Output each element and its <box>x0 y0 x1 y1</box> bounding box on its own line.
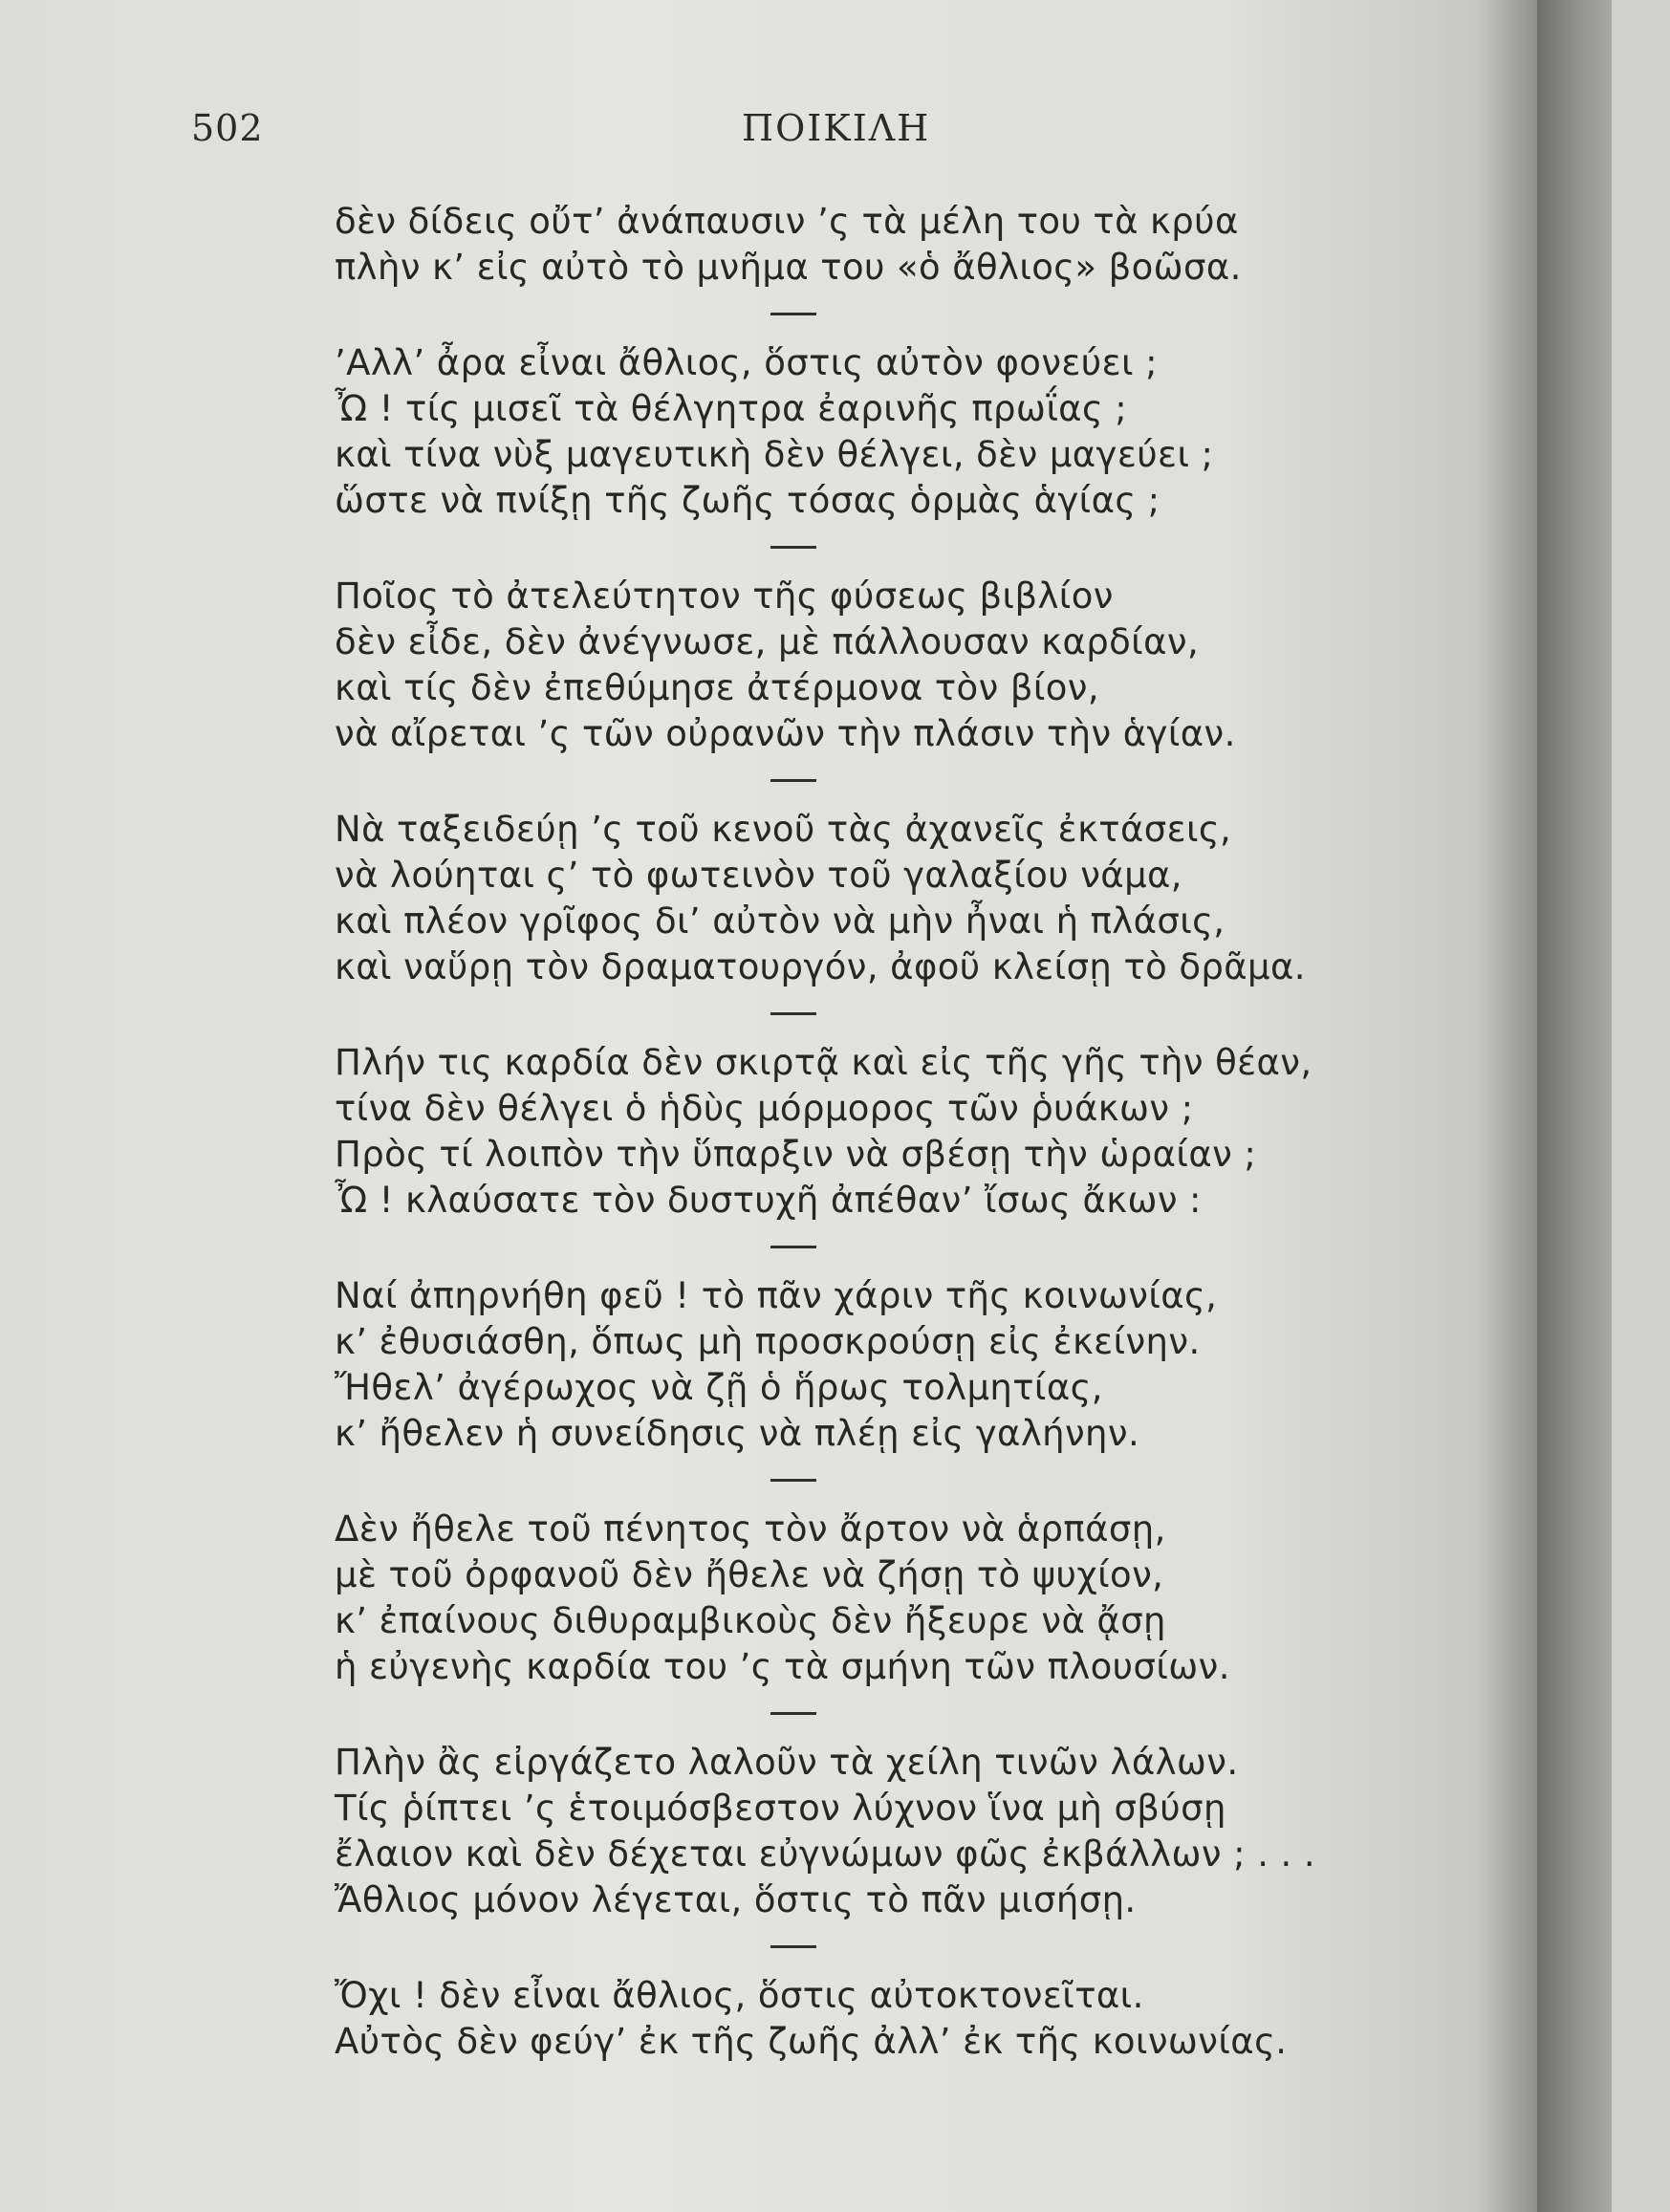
verse-line: Ποῖος τὸ ἀτελεύτητον τῆς φύσεως βιβλίον <box>335 575 1114 617</box>
verse-line: Νὰ ταξειδεύῃ ’ς τοῦ κενοῦ τὰς ἀχανεῖς ἐκτάσεις, <box>335 809 1232 850</box>
verse-line: Ἤθελ’ ἀγέρωχος νὰ ζῇ ὁ ἥρως τολμητίας, <box>335 1367 1103 1408</box>
facing-page-edge <box>1612 0 1670 2212</box>
verse-line: νὰ αἴρεται ’ς τῶν οὐρανῶν τὴν πλάσιν τὴν ἁγίαν. <box>335 713 1236 754</box>
stanza-divider <box>770 1945 816 1948</box>
page-number: 502 <box>191 107 264 149</box>
stanza-divider <box>770 1712 816 1715</box>
verse-line: κ’ ἐθυσιάσθη, ὅπως μὴ προσκρούσῃ εἰς ἐκείνην. <box>335 1321 1201 1362</box>
verse-line: Ὦ ! κλαύσατε τὸν δυστυχῆ ἀπέθαν’ ἴσως ἄκων : <box>335 1180 1202 1221</box>
verse-line: Ὄχι ! δὲν εἶναι ἄθλιος, ὅστις αὐτοκτονεῖται. <box>335 1975 1144 2016</box>
stanza-5 <box>335 1040 1329 1224</box>
verse-line: κ’ ἤθελεν ἡ συνείδησις νὰ πλέῃ εἰς γαλήνην. <box>335 1413 1140 1454</box>
verse-line: ἔλαιον καὶ δὲν δέχεται εὐγνώμων φῶς ἐκβάλλων ; . . . <box>335 1833 1315 1875</box>
verse-line: τίνα δὲν θέλγει ὁ ἡδὺς μόρμορος τῶν ῥυάκων ; <box>335 1088 1194 1129</box>
stanza-1 <box>335 199 1329 291</box>
stanza-2 <box>335 340 1329 524</box>
stanza-8 <box>335 1740 1329 1923</box>
verse-line: Ἄθλιος μόνον λέγεται, ὅστις τὸ πᾶν μισήσῃ. <box>335 1879 1137 1920</box>
stanza-7 <box>335 1507 1329 1690</box>
verse-line: δὲν εἶδε, δὲν ἀνέγνωσε, μὲ πάλλουσαν καρδίαν, <box>335 621 1200 662</box>
verse-line: Πλήν τις καρδία δὲν σκιρτᾷ καὶ εἰς τῆς γῆς τὴν θέαν, <box>335 1042 1312 1083</box>
poem-body <box>335 199 1329 2065</box>
verse-line: ὥστε νὰ πνίξῃ τῆς ζωῆς τόσας ὁρμὰς ἁγίας ; <box>335 480 1160 521</box>
verse-line: καὶ πλέον γρῖφος δι’ αὐτὸν νὰ μὴν ἦναι ἡ πλάσις, <box>335 900 1225 942</box>
stanza-divider <box>770 313 816 315</box>
stanza-divider <box>770 779 816 782</box>
verse-line: καὶ τίνα νὺξ μαγευτικὴ δὲν θέλγει, δὲν μαγεύει ; <box>335 434 1214 475</box>
page-gutter-shadow <box>1537 0 1612 2212</box>
stanza-9 <box>335 1973 1329 2065</box>
verse-line: μὲ τοῦ ὀρφανοῦ δὲν ἤθελε νὰ ζήσῃ τὸ ψυχίον, <box>335 1554 1164 1595</box>
verse-line: Τίς ῥίπτει ’ς ἑτοιμόσβεστον λύχνον ἵνα μὴ σβύσῃ <box>335 1788 1226 1829</box>
stanza-divider <box>770 546 816 549</box>
verse-line: κ’ ἐπαίνους διθυραμβικοὺς δὲν ἤξευρε νὰ ᾄσῃ <box>335 1600 1166 1641</box>
verse-line: πλὴν κ’ εἰς αὐτὸ τὸ μνῆμα του «ὁ ἄθλιος» βοῶσα. <box>335 247 1242 288</box>
verse-line: Πρὸς τί λοιπὸν τὴν ὕπαρξιν νὰ σβέσῃ τὴν ὡραίαν ; <box>335 1134 1257 1175</box>
verse-line: δὲν δίδεις οὔτ’ ἀνάπαυσιν ’ς τὰ μέλη του τὰ κρύα <box>335 201 1239 242</box>
verse-line: νὰ λούηται ς’ τὸ φωτεινὸν τοῦ γαλαξίου νάμα, <box>335 855 1182 896</box>
stanza-3 <box>335 574 1329 757</box>
stanza-4 <box>335 807 1329 990</box>
verse-line: Πλὴν ἂς εἰργάζετο λαλοῦν τὰ χείλη τινῶν λάλων. <box>335 1742 1239 1783</box>
stanza-divider <box>770 1246 816 1248</box>
stanza-divider <box>770 1012 816 1015</box>
verse-line: καὶ τίς δὲν ἐπεθύμησε ἀτέρμονα τὸν βίον, <box>335 667 1100 708</box>
page-header <box>191 107 1319 164</box>
stanza-6 <box>335 1273 1329 1457</box>
verse-line: ἡ εὐγενὴς καρδία του ’ς τὰ σμήνη τῶν πλουσίων. <box>335 1646 1230 1687</box>
running-title: ΠΟΙΚΙΛΗ <box>742 107 931 149</box>
verse-line: Ναί ἀπηρνήθη φεῦ ! τὸ πᾶν χάριν τῆς κοινωνίας, <box>335 1275 1218 1316</box>
verse-line: καὶ ναὕρῃ τὸν δραματουργόν, ἀφοῦ κλείσῃ τὸ δρᾶμα. <box>335 946 1306 987</box>
verse-line: Δὲν ἤθελε τοῦ πένητος τὸν ἄρτον νὰ ἁρπάσῃ, <box>335 1508 1166 1550</box>
verse-line: Ὦ ! τίς μισεῖ τὰ θέλγητρα ἐαρινῆς πρωΐας ; <box>335 388 1128 429</box>
verse-line: Αὐτὸς δὲν φεύγ’ ἐκ τῆς ζωῆς ἀλλ’ ἐκ τῆς κοινωνίας. <box>335 2021 1288 2062</box>
verse-line: ’Αλλ’ ἆρα εἶναι ἄθλιος, ὅστις αὐτὸν φονεύει ; <box>335 342 1158 383</box>
stanza-divider <box>770 1479 816 1482</box>
